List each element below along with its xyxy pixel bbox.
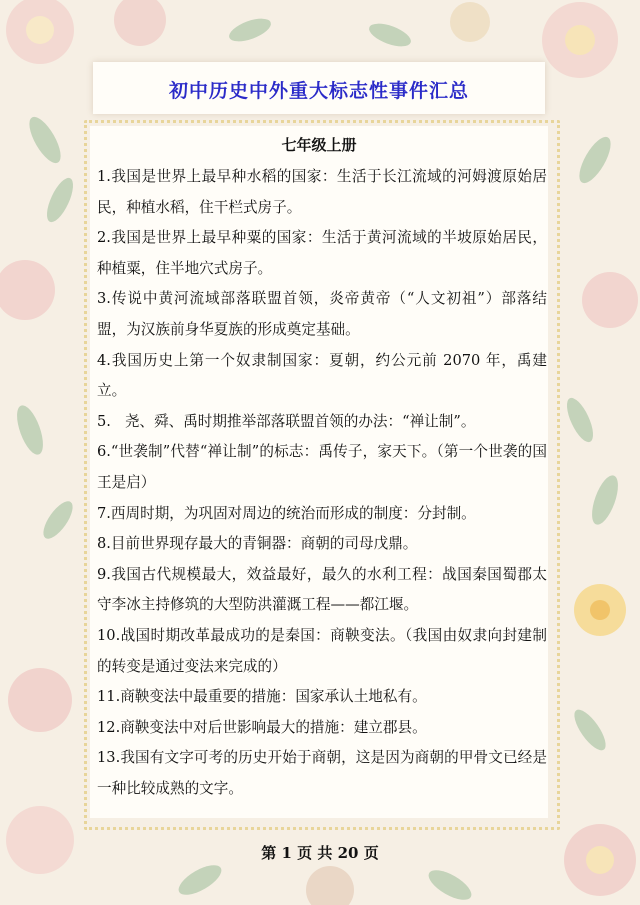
- list-item: 4.我国历史上第一个奴隶制国家：夏朝，约公元前 2070 年，禹建立。: [97, 351, 547, 400]
- event-list: [97, 162, 547, 804]
- page-title: 初中历史中外重大标志性事件汇总: [168, 80, 469, 102]
- section-title: 七年级上册: [281, 136, 357, 154]
- list-item: 10.战国时期改革最成功的是秦国：商鞅变法。（我国由奴隶向封建制的转变是通过变法来完成的）: [97, 626, 547, 675]
- list-item: 5. 尧、舜、禹时期推举部落联盟首领的办法：“禅让制”。: [97, 412, 476, 430]
- list-item: 3.传说中黄河流域部落联盟首领，炎帝黄帝（“人文初祖”）部落结盟，为汉族前身华夏族的形成奠定基础。: [97, 290, 547, 338]
- list-item: 11.商鞅变法中最重要的措施：国家承认土地私有。: [97, 688, 427, 706]
- title-banner: [93, 62, 545, 114]
- list-item: 7.西周时期，为巩固对周边的统治而形成的制度：分封制。: [97, 504, 476, 522]
- list-item: 2.我国是世界上最早种粟的国家：生活于黄河流域的半坡原始居民，种植粟，住半地穴式房子。: [97, 229, 547, 277]
- content-area: [90, 126, 548, 818]
- list-item: 13.我国有文字可考的历史开始于商朝，这是因为商朝的甲骨文已经是一种比较成熟的文字。: [97, 749, 547, 797]
- page-number: 第 1 页 共 20 页: [261, 844, 379, 862]
- list-item: 9.我国古代规模最大，效益最好，最久的水利工程：战国秦国蜀郡太守李冰主持修筑的大型防洪灌溉工程——都江堰。: [97, 565, 547, 614]
- list-item: 6.“世袭制”代替“禅让制”的标志：禹传子，家天下。（第一个世袭的国王是启）: [97, 443, 547, 491]
- list-item: 12.商鞅变法中对后世影响最大的措施：建立郡县。: [97, 718, 427, 736]
- list-item: 1.我国是世界上最早种水稻的国家：生活于长江流域的河姆渡原始居民，种植水稻，住干栏式房子。: [97, 168, 547, 216]
- list-item: 8.目前世界现存最大的青铜器：商朝的司母戊鼎。: [97, 535, 418, 553]
